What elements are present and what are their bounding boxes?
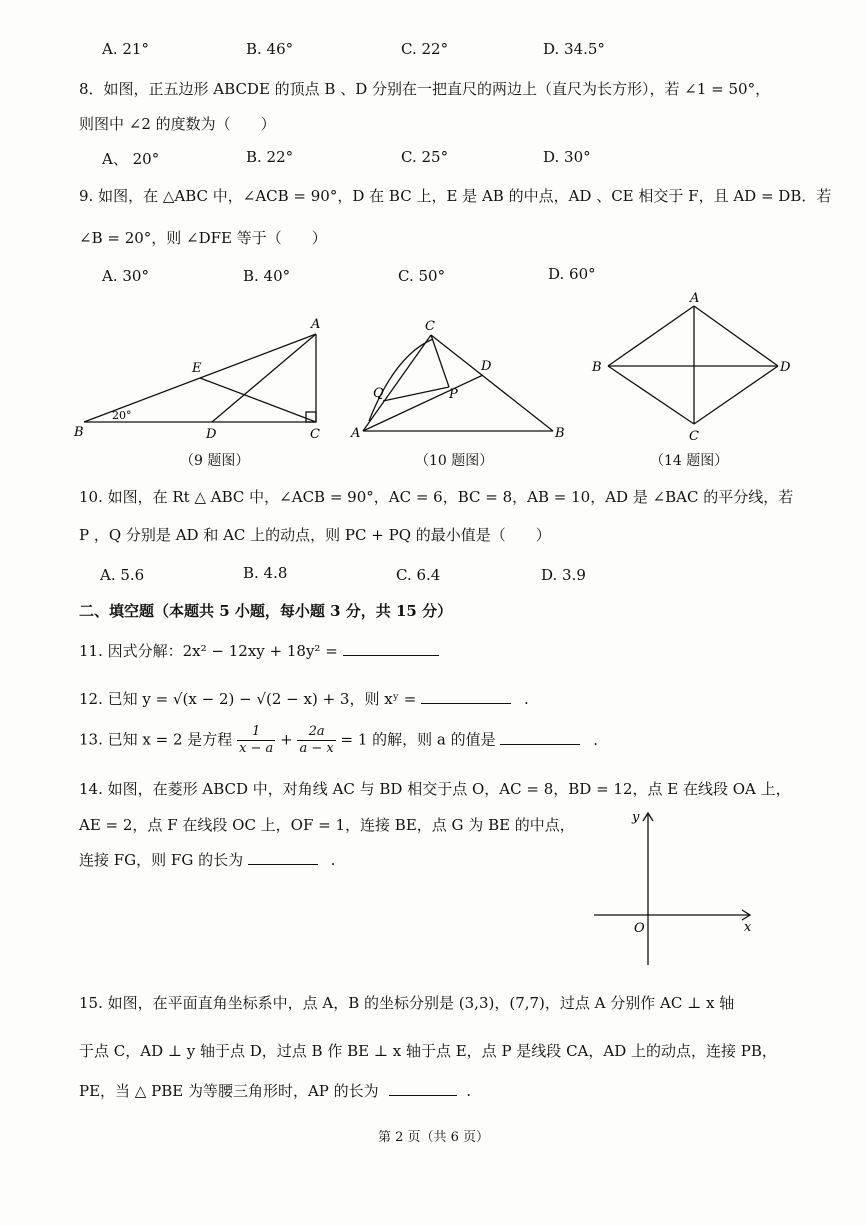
q10-option-a: A. 5.6 <box>100 566 145 584</box>
q13-f1-den: x − a <box>239 741 274 756</box>
fig14-label-a: A <box>690 291 700 306</box>
section2-title: 二、填空题（本题共 5 小题，每小题 3 分，共 15 分） <box>79 602 453 620</box>
q12-answer-blank <box>421 689 511 704</box>
figure-14 <box>590 290 795 445</box>
q9-line2: ∠B = 20°，则 ∠DFE 等于（ ） <box>79 229 327 247</box>
fig10-label-p: P <box>449 387 458 402</box>
q15-line3 <box>79 1080 471 1101</box>
q15-answer-blank <box>389 1081 457 1096</box>
q14-line2: AE = 2，点 F 在线段 OC 上，OF = 1，连接 BE，点 G 为 BE 的中点， <box>79 816 575 834</box>
q13-fraction-1 <box>237 724 275 757</box>
q11-text: 11. 因式分解：2x² − 12xy + 18y² = <box>79 642 338 660</box>
q7-option-b: B. 46° <box>246 40 294 58</box>
q15-text: PE，当 △ PBE 为等腰三角形时，AP 的长为 <box>79 1082 379 1100</box>
q14-line1: 14. 如图，在菱形 ABCD 中，对角线 AC 与 BD 相交于点 O，AC = 8，BD = 12，点 E 在线段 OA 上， <box>79 780 791 798</box>
q8-option-b: B. 22° <box>246 148 294 166</box>
q13 <box>79 724 598 757</box>
fig9-angle-label: 20° <box>112 409 132 422</box>
q12-text: 12. 已知 y = √(x − 2) − √(2 − x) + 3，则 xʸ = <box>79 690 417 708</box>
fig10-label-d: D <box>481 359 492 374</box>
q9-option-d: D. 60° <box>548 265 596 283</box>
q8-option-a: A、 20° <box>102 150 160 168</box>
q11 <box>79 640 439 661</box>
y-axis-label: y <box>632 810 640 825</box>
coordinate-axes-figure <box>590 805 765 970</box>
q10-line2: P ，Q 分别是 AD 和 AC 上的动点，则 PC + PQ 的最小值是（ ） <box>79 526 551 544</box>
q13-answer-blank <box>500 730 580 745</box>
fig14-label-d: D <box>780 360 791 375</box>
q9-option-a: A. 30° <box>102 267 149 285</box>
q14-end: . <box>330 851 336 869</box>
q8-option-d: D. 30° <box>543 148 591 166</box>
q13-f2-den: a − x <box>299 741 334 756</box>
q10-option-d: D. 3.9 <box>541 566 586 584</box>
q14-line3 <box>79 849 335 870</box>
fig14-caption: （14 题图） <box>650 453 729 469</box>
q12-end: . <box>523 690 529 708</box>
q9-option-b: B. 40° <box>243 267 291 285</box>
fig10-label-q: Q <box>373 386 384 401</box>
fig9-label-e: E <box>192 361 202 376</box>
fig10-label-b: B <box>555 426 565 441</box>
q9-option-c: C. 50° <box>398 267 446 285</box>
q8-line1: 8．如图，正五边形 ABCDE 的顶点 B 、D 分别在一把直尺的两边上（直尺为长方形），若 ∠1 = 50°， <box>79 80 771 98</box>
q8-line2: 则图中 ∠2 的度数为（ ） <box>79 115 276 133</box>
fig9-label-a: A <box>311 317 321 332</box>
q13-end: . <box>593 730 598 749</box>
q13-suffix: = 1 的解，则 a 的值是 <box>340 730 496 749</box>
q10-option-c: C. 6.4 <box>396 566 441 584</box>
fig9-label-b: B <box>74 425 84 440</box>
q14-text: 连接 FG，则 FG 的长为 <box>79 851 244 869</box>
page-footer: 第 2 页（共 6 页） <box>377 1130 490 1145</box>
q12 <box>79 688 529 709</box>
q7-option-a: A. 21° <box>102 40 149 58</box>
q13-fraction-2 <box>297 724 335 757</box>
q13-f2-num: 2a <box>297 724 335 741</box>
fig14-label-c: C <box>689 429 699 444</box>
fig9-label-d: D <box>206 427 217 442</box>
q9-line1: 9. 如图，在 △ABC 中，∠ACB = 90°，D 在 BC 上，E 是 AB 的中点，AD 、CE 相交于 F，且 AD = DB．若 <box>79 187 832 205</box>
q13-plus: + <box>280 730 293 749</box>
origin-label: O <box>634 921 645 936</box>
fig9-label-c: C <box>310 427 320 442</box>
q10-line1: 10. 如图，在 Rt △ ABC 中，∠ACB = 90°，AC = 6，BC = 8，AB = 10，AD 是 ∠BAC 的平分线，若 <box>79 488 794 506</box>
q15-line1: 15. 如图，在平面直角坐标系中，点 A，B 的坐标分别是 (3,3)，(7,7)，过点 A 分别作 AC ⊥ x 轴 <box>79 994 735 1012</box>
q14-answer-blank <box>248 850 318 865</box>
fig14-label-b: B <box>592 360 602 375</box>
q13-f1-num: 1 <box>237 724 275 741</box>
figure-9 <box>70 312 330 447</box>
fig10-label-a: A <box>351 426 361 441</box>
fig9-caption: （9 题图） <box>180 453 250 469</box>
q8-option-c: C. 25° <box>401 148 449 166</box>
fig10-label-c: C <box>425 319 435 334</box>
q13-prefix: 13. 已知 x = 2 是方程 <box>79 730 233 749</box>
x-axis-label: x <box>744 920 752 935</box>
q7-option-d: D. 34.5° <box>543 40 605 58</box>
figure-10 <box>345 315 575 445</box>
q15-line2: 于点 C，AD ⊥ y 轴于点 D，过点 B 作 BE ⊥ x 轴于点 E，点 P 是线段 CA，AD 上的动点，连接 PB， <box>79 1042 777 1060</box>
fig10-caption: （10 题图） <box>415 453 494 469</box>
q10-option-b: B. 4.8 <box>243 564 288 582</box>
q7-option-c: C. 22° <box>401 40 449 58</box>
q11-answer-blank <box>343 641 439 656</box>
q15-end: . <box>466 1082 471 1100</box>
